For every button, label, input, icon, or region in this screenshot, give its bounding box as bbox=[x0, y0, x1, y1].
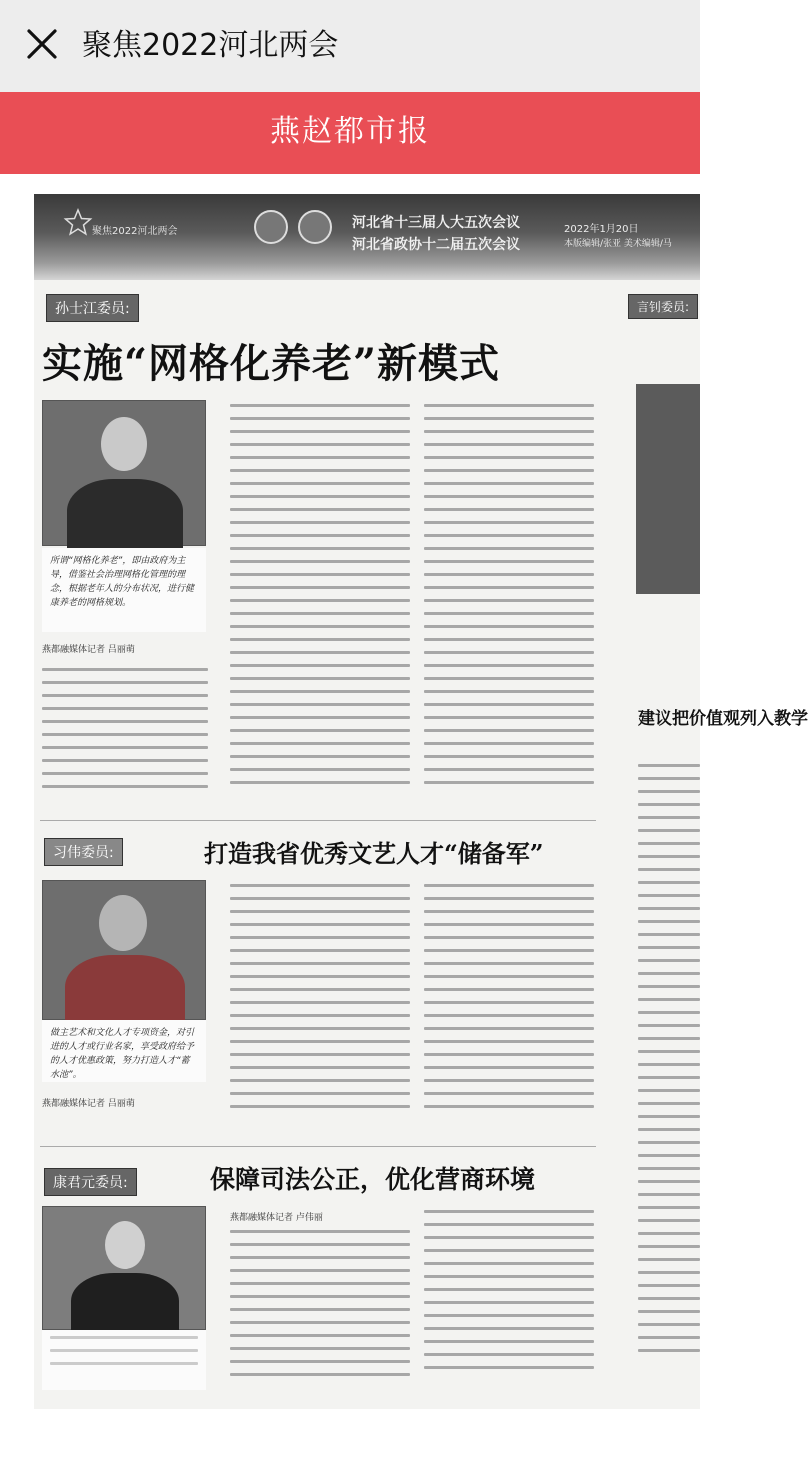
divider bbox=[40, 1146, 596, 1147]
article-byline: 燕都融媒体记者 吕丽萌 bbox=[42, 1099, 135, 1109]
article-tag: 言钊委员: bbox=[628, 294, 698, 319]
masthead-line1: 河北省十三届人大五次会议 bbox=[352, 215, 520, 231]
article-text-column bbox=[230, 404, 410, 814]
newspaper-page[interactable] bbox=[34, 194, 808, 1409]
close-button[interactable] bbox=[20, 22, 64, 66]
close-icon bbox=[20, 22, 64, 66]
masthead-section: 聚焦2022河北两会 bbox=[92, 226, 178, 237]
star-icon bbox=[64, 208, 92, 236]
page-title: 聚焦2022河北两会 bbox=[82, 28, 339, 63]
article-text-column bbox=[230, 884, 410, 1134]
article-text-column bbox=[424, 1210, 594, 1400]
masthead-date: 2022年1月20日 bbox=[564, 224, 639, 235]
source-name: 燕赵都市报 bbox=[270, 114, 430, 149]
article-tag: 习伟委员: bbox=[44, 838, 123, 866]
emblem-icon bbox=[298, 210, 332, 244]
article-headline: 打造我省优秀文艺人才“储备军” bbox=[204, 839, 544, 868]
divider bbox=[40, 820, 596, 821]
photo-caption: 做主艺术和文化人才专项资金，对引进的人才或行业名家，享受政府给予的人才优惠政策，努力打造人才“蓄水池”。 bbox=[42, 1020, 206, 1082]
article-text-column bbox=[424, 404, 594, 814]
photo-caption bbox=[42, 1330, 206, 1390]
masthead-editors: 本版编辑/张亚 美术编辑/马 bbox=[564, 239, 672, 249]
side-article bbox=[600, 284, 808, 1409]
masthead bbox=[34, 194, 700, 280]
article-tag: 孙士江委员: bbox=[46, 294, 139, 322]
article-photo bbox=[42, 1206, 206, 1330]
article-headline: 实施“网格化养老”新模式 bbox=[42, 340, 501, 387]
article-byline: 燕都融媒体记者 吕丽萌 bbox=[42, 645, 135, 655]
masthead-line2: 河北省政协十二届五次会议 bbox=[352, 237, 520, 253]
article-text-column bbox=[42, 668, 208, 808]
article-photo bbox=[42, 880, 206, 1020]
article-text-column bbox=[230, 1230, 410, 1400]
article-tag: 康君元委员: bbox=[44, 1168, 137, 1196]
article-byline: 燕都融媒体记者 卢伟丽 bbox=[230, 1213, 323, 1223]
article-photo bbox=[636, 384, 700, 594]
photo-caption: 所谓“网格化养老”，即由政府为主导，借鉴社会治理网格化管理的理念，根据老年人的分布状况，进行健康养老的网格规划。 bbox=[42, 548, 206, 632]
page-bottom bbox=[0, 1409, 700, 1467]
source-banner bbox=[0, 92, 700, 174]
article-headline: 保障司法公正，优化营商环境 bbox=[210, 1165, 536, 1194]
emblem-icon bbox=[254, 210, 288, 244]
article-photo bbox=[42, 400, 206, 546]
article-text-column bbox=[424, 884, 594, 1134]
article-headline: 建议把价值观列入教学 bbox=[638, 709, 808, 729]
article-text-column bbox=[638, 764, 700, 1404]
top-nav-bar bbox=[0, 0, 700, 92]
